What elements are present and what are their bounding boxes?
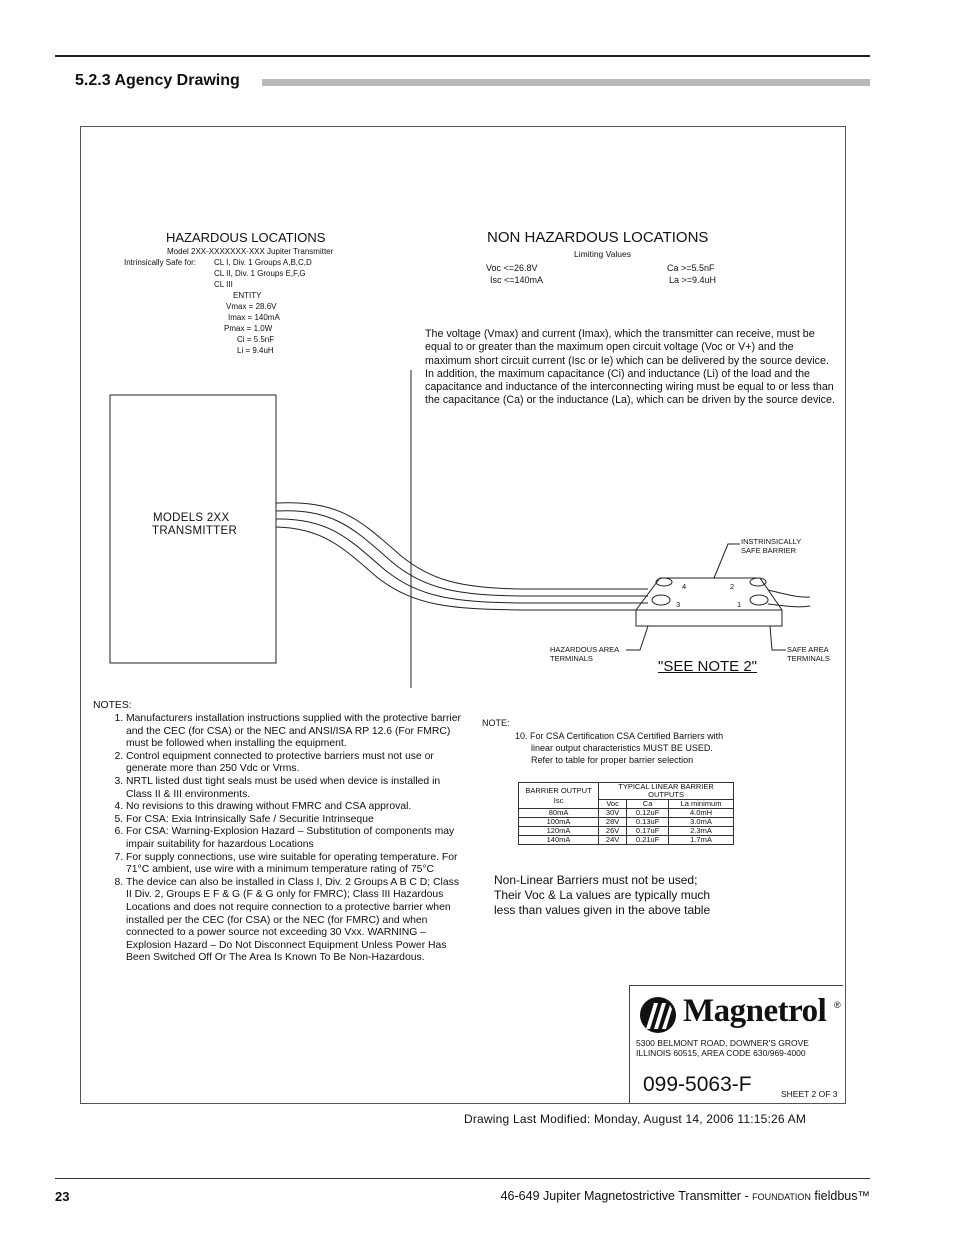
nonhazardous-paragraph: The voltage (Vmax) and current (Imax), which the transmitter can receive, must be equal to or greater than the maximum open circuit voltage (Voc or V+) and the maximum short circuit current (Isc or Ie) which can be delivered by the source device. In addition, the maximum capacitance (Ci) and inductance (Li) of the load and the capacitance and inductance of the interconnecting wiring must be equal to or less than the capacitance (Ca) or the inductance (La), which can be driven by the source device. bbox=[425, 328, 835, 407]
hazardous-class-3: CL III bbox=[214, 280, 233, 289]
table-cell: 0.17uF bbox=[627, 827, 669, 836]
table-cell: 28V bbox=[599, 818, 627, 827]
table-cell: 120mA bbox=[519, 827, 599, 836]
hazardous-model: Model 2XX-XXXXXXX-XXX Jupiter Transmitter bbox=[167, 247, 334, 256]
safe-terminals-label-2: TERMINALS bbox=[787, 654, 830, 663]
notes-list bbox=[90, 713, 466, 965]
note-item: 3. NRTL listed dust tight seals must be used when device is installed in Class II & III environments. bbox=[126, 776, 466, 801]
table-header-voc: Voc bbox=[599, 800, 627, 809]
limit-isc: Isc <=140mA bbox=[490, 275, 544, 285]
note-item: 1. Manufacturers installation instructions supplied with the protective barrier and the CEC (for CSA) or the NEC and ANSI/ISA RP 12.6 (For FMRC) must be followed when installing the equipment. bbox=[126, 713, 466, 751]
table-cell: 0.21uF bbox=[627, 836, 669, 845]
see-note-label: "SEE NOTE 2" bbox=[658, 658, 758, 675]
hazardous-param-3: Pmax = 1.0W bbox=[224, 324, 273, 333]
barrier-table bbox=[518, 782, 734, 845]
sheet-number: SHEET 2 OF 3 bbox=[781, 1089, 838, 1099]
note-item: 2. Control equipment connected to protective barriers must not use or generate more than 250 Vdc or Vrms. bbox=[126, 751, 466, 776]
table-cell: 1.7mA bbox=[669, 836, 734, 845]
note-item: 7. For supply connections, use wire suitable for operating temperature. For 71°C ambient, use wire with a minimum temperature rating of 75°C bbox=[126, 852, 466, 877]
notes-heading: NOTES: bbox=[93, 700, 132, 711]
table-cell: 26V bbox=[599, 827, 627, 836]
transmitter-label-1: MODELS 2XX bbox=[153, 512, 230, 524]
magnetrol-logo-icon bbox=[636, 995, 680, 1035]
nonlinear-line-1: Non-Linear Barriers must not be used; bbox=[494, 873, 698, 887]
limit-ca: Ca >=5.5nF bbox=[667, 263, 715, 273]
document-title bbox=[501, 1189, 870, 1203]
table-header-isc: BARRIER OUTPUT Isc bbox=[519, 783, 599, 809]
barrier-label-2: SAFE BARRIER bbox=[741, 546, 797, 555]
leader-lines bbox=[626, 544, 786, 650]
hazardous-class-2: CL II, Div. 1 Groups E,F,G bbox=[214, 269, 306, 278]
document-title-foundation: foundation bbox=[752, 1189, 811, 1203]
terminal-2: 2 bbox=[730, 582, 735, 591]
table-header-la: La minimum bbox=[669, 800, 734, 809]
cable-wires bbox=[276, 503, 648, 610]
table-cell: 0.12uF bbox=[627, 809, 669, 818]
table-cell: 30V bbox=[599, 809, 627, 818]
limiting-values: Limiting Values bbox=[574, 249, 632, 259]
address-line-1: 5300 BELMONT ROAD, DOWNER'S GROVE bbox=[636, 1038, 809, 1048]
note10-line-3: Refer to table for proper barrier selection bbox=[531, 755, 694, 765]
brand-name: Magnetrol bbox=[683, 993, 827, 1029]
table-cell: 4.0mH bbox=[669, 809, 734, 818]
table-cell: 24V bbox=[599, 836, 627, 845]
note10-heading: NOTE: bbox=[482, 718, 510, 728]
note-item: 4. No revisions to this drawing without FMRC and CSA approval. bbox=[126, 801, 466, 814]
haz-terminals-label-1: HAZARDOUS AREA bbox=[550, 645, 620, 654]
hazardous-class-1: CL I, Div. 1 Groups A,B,C,D bbox=[214, 258, 312, 267]
limit-la: La >=9.4uH bbox=[669, 275, 717, 285]
table-cell: 3.0mA bbox=[669, 818, 734, 827]
note10-line-1: 10. For CSA Certification CSA Certified Barriers with bbox=[515, 731, 724, 741]
table-cell: 140mA bbox=[519, 836, 599, 845]
document-title-suffix: fieldbus™ bbox=[810, 1189, 870, 1203]
terminal-1: 1 bbox=[737, 600, 742, 609]
note-item: 6. For CSA: Warning-Explosion Hazard – Substitution of components may impair suitability for hazardous Locations bbox=[126, 826, 466, 851]
note-item: 8. The device can also be installed in Class I, Div. 2 Groups A B C D; Class II Div. 2, Groups E F & G (F & G only for FMRC); Class III Hazardous Locations and does not require connection to a protective barrier when installed per the CEC (for CSA) or the NEC (for FMRC) and when connected to a power source not exceeding 30 Vxx. WARNING – Explosion Hazard – Do Not Disconnect Equipment Unless Power Has Been Switched Off Or The Area Is Known To Be Non-Hazardous. bbox=[126, 877, 466, 965]
note-item: 5. For CSA: Exia Intrinsically Safe / Securitie Intrinseque bbox=[126, 814, 466, 827]
address-line-2: ILLINOIS 60515, AREA CODE 630/969-4000 bbox=[636, 1048, 806, 1058]
barrier-label-1: INSTRINSICALLY bbox=[741, 537, 802, 546]
table-row bbox=[519, 836, 734, 845]
hazardous-param-2: Imax = 140mA bbox=[228, 313, 280, 322]
drawing-number: 099-5063-F bbox=[643, 1073, 752, 1096]
safe-terminals-label-1: SAFE AREA bbox=[787, 645, 829, 654]
table-cell: 2.3mA bbox=[669, 827, 734, 836]
hazardous-is-label: Intrinsically Safe for: bbox=[124, 258, 197, 267]
drawing-modified: Drawing Last Modified: Monday, August 14, 2006 11:15:26 AM bbox=[464, 1112, 807, 1126]
haz-terminals-label-2: TERMINALS bbox=[550, 654, 593, 663]
nonlinear-line-2: Their Voc & La values are typically much bbox=[494, 888, 711, 902]
table-cell: 100mA bbox=[519, 818, 599, 827]
terminal-4: 4 bbox=[682, 582, 687, 591]
table-header-ca: Ca bbox=[627, 800, 669, 809]
brand-registered: ® bbox=[834, 1000, 841, 1010]
table-cell: 0.13uF bbox=[627, 818, 669, 827]
table-header-group: TYPICAL LINEAR BARRIER OUTPUTS bbox=[599, 783, 734, 800]
nonhazardous-heading: NON HAZARDOUS LOCATIONS bbox=[487, 229, 709, 246]
table-cell: 80mA bbox=[519, 809, 599, 818]
barrier-block bbox=[636, 578, 810, 626]
transmitter-label-2: TRANSMITTER bbox=[152, 525, 238, 537]
limit-voc: Voc <=26.8V bbox=[486, 263, 538, 273]
hazardous-param-4: Ci = 5.5nF bbox=[237, 335, 275, 344]
page-number: 23 bbox=[55, 1189, 70, 1204]
nonlinear-line-3: less than values given in the above table bbox=[494, 903, 711, 917]
hazardous-heading: HAZARDOUS LOCATIONS bbox=[166, 230, 326, 245]
terminal-3: 3 bbox=[676, 600, 681, 609]
footer-rule bbox=[55, 1178, 870, 1179]
section-title: 5.2.3 Agency Drawing bbox=[75, 72, 240, 89]
document-title-prefix: 46-649 Jupiter Magnetostrictive Transmitter - bbox=[500, 1189, 753, 1203]
note10-line-2: linear output characteristics MUST BE USED. bbox=[531, 743, 713, 753]
hazardous-entity: ENTITY bbox=[233, 291, 262, 300]
hazardous-param-1: Vmax = 28.6V bbox=[226, 302, 277, 311]
hazardous-param-5: Li = 9.4uH bbox=[237, 346, 274, 355]
